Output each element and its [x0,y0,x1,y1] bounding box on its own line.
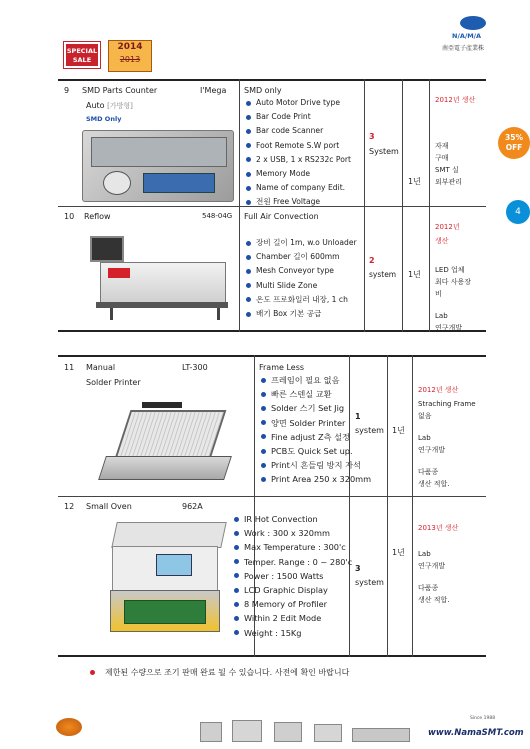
production-year: 2012년 생산 [418,386,459,394]
spec-item: Print Area 250 x 320mm [259,472,371,486]
footer-note-text: 제한된 수량으로 조기 판매 완료 될 수 있습니다. 사전에 확인 바랍니다 [105,668,350,677]
spec-item: Temper. Range : 0 ~ 280'c [232,555,352,569]
note-line: Lab [418,434,431,442]
spec-item: Power : 1500 Watts [232,569,352,583]
spec-item: PCB도 Quick Set up. [259,444,371,458]
production-year: 2012년 생산 [435,96,476,104]
spec-item: Multi Slide Zone [244,279,357,293]
printer-frame-icon [114,410,227,462]
quantity: 2 [369,256,375,265]
discount-badge: 35% OFF [498,127,530,159]
notes [435,264,471,334]
product-name: Reflow [84,212,111,221]
spec-list [232,512,352,640]
page-tab: 4 [506,200,530,224]
year-badge-bottom: 2013 [119,55,141,64]
note-line: 구매 [435,154,449,162]
footer-logo-icon [56,718,82,736]
printer-base-icon [98,456,232,480]
note-line: 최다 사용장 [435,278,472,286]
machine-icon [274,722,302,742]
note-line: 생산 적합. [418,480,450,488]
note-line [418,572,450,582]
note-line: 연구개발 [418,562,446,570]
note-line: 연구개발 [418,446,446,454]
small-oven-image [108,518,228,650]
product-model: LT-300 [182,363,208,372]
spec-list [244,236,357,321]
note-line: LED 업체 [435,266,465,274]
note-line: 다품종 [418,468,439,476]
unit: system [355,426,384,435]
note-line: 생산 적합. [418,596,450,604]
spec-item: 온도 프로화일러 내장, 1 ch [244,293,357,307]
product-name-line2: Solder Printer [86,378,141,387]
spec-item: 2 x USB, 1 x RS232c Port [244,153,351,167]
spec-item: LCD Graphic Display [232,583,352,597]
warranty: 1년 [392,426,405,435]
company-name: 南亞電子產業株 [442,45,485,52]
year-badge [108,40,152,72]
note-line [418,422,476,432]
product-model: 548-04G [202,212,233,220]
spec-item: 장비 길이 1m, w.o Unloader [244,236,357,250]
footer-note [90,667,349,678]
case-lid-icon [91,137,227,167]
unit: system [369,270,397,279]
spec-item: Work : 300 x 320mm [232,526,352,540]
note-line: 비 [435,290,442,298]
notes [435,140,462,188]
notes [418,548,450,606]
parts-counter-image [82,130,234,202]
spec-title: Frame Less [259,363,305,372]
spec-item: 프레임이 필요 없음 [259,373,371,387]
spec-item: IR Hot Convection [232,512,352,526]
spec-item: 빠른 스텐실 교환 [259,387,371,401]
product-model: 962A [182,502,203,511]
note-line: Lab [418,550,431,558]
production-year: 2012년 생산 [435,223,460,245]
note-line: 없음 [418,412,432,420]
product-model: I'Mega [200,86,227,95]
quantity: 1 [355,412,361,421]
spec-item: Fine adjust Z측 설정 [259,430,371,444]
oven-top-icon [111,522,227,548]
machine-icon [232,720,262,742]
footer-machines-strip [200,716,410,742]
oven-legs-icon [110,308,220,320]
spec-item: 배기 Box 기본 공급 [244,307,357,321]
spec-item: 양면 Solder Printer [259,416,371,430]
note-line: 다품종 [418,584,439,592]
spec-item: Print시 흔들림 방지 자석 [259,458,371,472]
product-subname: SMD Only [86,115,122,123]
spec-item: Memory Mode [244,167,351,181]
row-number: 11 [64,363,75,372]
spec-item: Chamber 길이 600mm [244,250,357,264]
machine-icon [352,728,410,742]
row-number: 10 [64,212,75,221]
product-name: Manual [86,363,116,372]
note-line: Lab [435,312,448,320]
case-reels-icon [103,171,131,195]
nama-logo-icon [460,16,486,30]
oven-logo-icon [108,268,130,278]
oven-tray-icon [124,600,206,624]
spec-item: Foot Remote S.W port [244,139,351,153]
red-bullet-icon [90,670,95,675]
spec-item: Solder 스기 Set Jig [259,401,371,415]
unit: system [355,578,384,587]
spec-item: Weight : 15Kg [232,626,352,640]
row-number: 9 [64,86,70,95]
note-line [435,300,471,310]
lcd-display-icon [156,554,192,576]
spec-item: 8 Memory of Profiler [232,597,352,611]
year-badge-top: 2014 [117,42,143,52]
quantity: 3 [369,132,375,141]
printer-handle-icon [142,402,182,408]
laptop-icon [90,236,124,262]
machine-icon [314,724,342,742]
website-link[interactable]: www.NamaSMT.com [428,728,524,738]
special-sale-badge: SPECIAL SALE [64,42,100,68]
spec-item: Bar code Scanner [244,124,351,138]
note-line: Straching Frame [418,400,476,408]
row-number: 12 [64,502,75,511]
warranty: 1년 [408,270,421,279]
case-panel-icon [143,173,215,193]
spec-list [244,96,351,210]
spec-item: Name of company Edit. [244,181,351,195]
product-name: Small Oven [86,502,132,511]
note-line: 연구개발 [435,324,463,332]
unit: System [369,147,399,156]
spec-item: Auto Motor Drive type [244,96,351,110]
production-year: 2013년 생산 [418,524,459,532]
notes [418,398,476,490]
warranty: 1년 [408,177,421,186]
brand-name: N/A/M/A [452,32,482,40]
note-line: SMT 실 [435,166,459,174]
quantity: 3 [355,564,361,573]
note-line: 외부관리 [435,178,463,186]
spec-item: Max Temperature : 300'c [232,540,352,554]
product-name: SMD Parts Counter [82,86,158,95]
reflow-oven-image [86,232,234,324]
note-line: 자재 [435,142,449,150]
spec-item: Bar Code Print [244,110,351,124]
spec-item: Mesh Conveyor type [244,264,357,278]
solder-printer-image [82,396,246,492]
since-text: Since 1988 [470,716,496,721]
spec-title: SMD only [244,86,282,95]
spec-title: Full Air Convection [244,212,319,221]
warranty: 1년 [392,548,405,557]
note-line [418,456,476,466]
product-name-line2: Auto [가방형] [86,101,133,110]
machine-icon [200,722,222,742]
spec-item: 전원 Free Voltage [244,195,351,209]
spec-item: Within 2 Edit Mode [232,611,352,625]
